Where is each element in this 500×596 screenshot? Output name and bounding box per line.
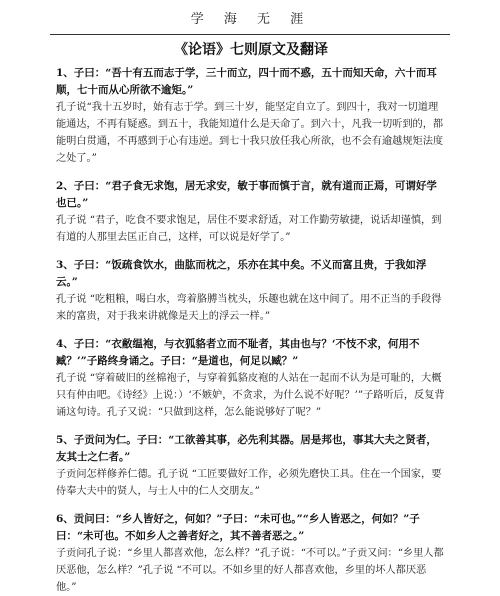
- section-2: [56, 178, 446, 246]
- document-title: 《论语》七则原文及翻译: [174, 42, 328, 58]
- section-quote: 4、子曰：“衣敝缊袍，与衣狐貉者立而不耻者，其由也与？‘不忮不求，何用不臧？’”子路终身诵之。子曰：“是道也，何足以臧？”: [56, 338, 420, 367]
- section-quote: 5、子贡问为仁。子曰：“工欲善其事，必先利其器。居是邦也，事其大夫之贤者，友其士之仁者。”: [56, 434, 437, 463]
- section-translation: 孔子说 “吃粗粮，喝白水，弯着胳膊当枕头，乐趣也就在这中间了。用不正当的手段得来的富贵，对于我来讲就像是天上的浮云一样。”: [56, 294, 442, 322]
- section-translation: 子贡问怎样修养仁德。孔子说 “工匠要做好工作，必须先磨快工具。住在一个国家，要侍奉大夫中的贤人，与士人中的仁人交朋友。”: [56, 469, 442, 497]
- section-translation: 孔子说“我十五岁时，始有志于学。到三十岁，能坚定自立了。到四十，我对一切道理能通达，不再有疑惑。到五十，我能知道什么是天命了。到六十，凡我一切听到的，都能明白贯通，不再感到于心有违逆。到七十我只放任我心所欲，也不会有逾越规矩法度之处了。”: [56, 102, 444, 164]
- section-1: [56, 65, 446, 167]
- section-translation: 子贡问孔子说：“乡里人都喜欢他，怎么样？”孔子说：“不可以。”子贡又问：“乡里人都厌恶他，怎么样？”孔子说 “不可以。不如乡里的好人都喜欢他，乡里的坏人都厌恶他。”: [56, 548, 444, 593]
- section-quote: 1、子曰：“吾十有五而志于学，三十而立，四十而不惑，五十而知天命，六十而耳顺，七十而从心所欲不逾矩。”: [56, 67, 437, 96]
- section-quote: 2、子曰：“君子食无求饱，居无求安，敏于事而慎于言，就有道而正焉，可谓好学也已。”: [56, 180, 437, 209]
- section-6: [56, 511, 446, 596]
- page-header: 学 海 无 涯: [190, 12, 312, 27]
- section-5: [56, 432, 446, 500]
- section-quote: 3、子曰：“饭疏食饮水，曲肱而枕之，乐亦在其中矣。不义而富且贵，于我如浮云。”: [56, 259, 427, 288]
- section-4: [56, 336, 446, 421]
- section-translation: 孔子说 “穿着破旧的丝棉袍子，与穿着狐貉皮袍的人站在一起而不认为是可耻的，大概只有仲由吧。《诗经》上说：）‘不嫉妒，不贪求，为什么说不好呢？’”子路听后，反复背诵这句诗。孔子又说：“只做到这样，怎么能说够好了呢？”: [56, 373, 445, 418]
- section-translation: 孔子说 “君子，吃食不要求饱足，居住不要求舒适，对工作勤劳敏捷，说话却谨慎，到有道的人那里去匡正自己，这样，可以说是好学了。”: [56, 215, 442, 243]
- section-3: [56, 257, 446, 325]
- header-rule: [50, 34, 450, 35]
- section-quote: 6、贡问曰：“乡人皆好之，何如？”子曰：“未可也。”“乡人皆恶之，何如？”子曰：“未可也。不如乡人之善者好之，其不善者恶之。”: [56, 513, 420, 542]
